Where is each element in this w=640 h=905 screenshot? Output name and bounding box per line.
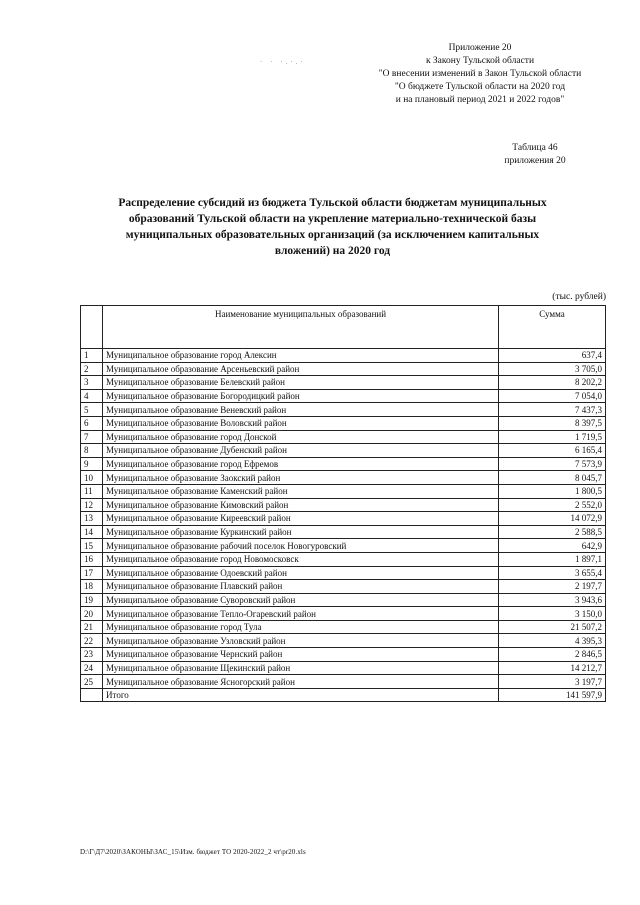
row-sum: 7 054,0 bbox=[499, 389, 606, 403]
appendix-line: Приложение 20 bbox=[448, 43, 512, 53]
row-sum: 8 397,5 bbox=[499, 416, 606, 430]
table-row bbox=[81, 403, 606, 417]
row-number: 4 bbox=[81, 389, 103, 403]
row-sum: 14 212,7 bbox=[499, 661, 606, 675]
row-sum: 642,9 bbox=[499, 539, 606, 553]
row-number: 23 bbox=[81, 648, 103, 662]
scan-artifact: · · ·.·.· bbox=[260, 58, 306, 66]
row-name: Муниципальное образование Суворовский район bbox=[103, 593, 499, 607]
appendix-line: "О бюджете Тульской области на 2020 год bbox=[394, 82, 566, 92]
title-line: вложений) на 2020 год bbox=[274, 245, 391, 257]
row-name: Муниципальное образование Чернский район bbox=[103, 648, 499, 662]
table-row bbox=[81, 484, 606, 498]
row-number: 3 bbox=[81, 376, 103, 390]
row-name: Муниципальное образование Богородицкий район bbox=[103, 389, 499, 403]
row-sum: 2 588,5 bbox=[499, 525, 606, 539]
row-number: 8 bbox=[81, 444, 103, 458]
row-number: 7 bbox=[81, 430, 103, 444]
row-sum: 6 165,4 bbox=[499, 444, 606, 458]
table-row bbox=[81, 444, 606, 458]
row-name: Муниципальное образование Заокский район bbox=[103, 471, 499, 485]
row-name: Муниципальное образование Белевский район bbox=[103, 376, 499, 390]
header-name: Наименование муниципальных образований bbox=[103, 306, 499, 349]
table-header-row bbox=[81, 306, 606, 349]
row-name: Муниципальное образование Каменский район bbox=[103, 484, 499, 498]
appendix-line: к Закону Тульской области bbox=[425, 56, 535, 66]
table-total-row bbox=[81, 688, 606, 702]
row-name: Муниципальное образование город Донской bbox=[103, 430, 499, 444]
row-sum: 3 705,0 bbox=[499, 362, 606, 376]
table-row bbox=[81, 620, 606, 634]
row-name: Муниципальное образование Дубенский район bbox=[103, 444, 499, 458]
row-name: Муниципальное образование Куркинский район bbox=[103, 525, 499, 539]
file-path-footer: D:\Г\Д7\2020\ЗАКОНЫ\ЗАС_15\Изм. бюджет ТО 2020-2022_2 чт\pr20.xls bbox=[80, 848, 306, 856]
row-sum: 2 552,0 bbox=[499, 498, 606, 512]
row-sum: 3 150,0 bbox=[499, 607, 606, 621]
title-line: муниципальных образовательных организаций (за исключением капитальных bbox=[125, 229, 540, 241]
row-sum: 8 045,7 bbox=[499, 471, 606, 485]
row-number: 11 bbox=[81, 484, 103, 498]
row-name: Муниципальное образование Киреевский район bbox=[103, 512, 499, 526]
row-sum: 21 507,2 bbox=[499, 620, 606, 634]
row-sum: 141 597,9 bbox=[499, 688, 606, 702]
table-row bbox=[81, 457, 606, 471]
row-number: 24 bbox=[81, 661, 103, 675]
units-label: (тыс. рублей) bbox=[552, 292, 606, 302]
row-sum: 3 655,4 bbox=[499, 566, 606, 580]
row-name: Муниципальное образование Плавский район bbox=[103, 580, 499, 594]
table-row bbox=[81, 566, 606, 580]
row-name: Муниципальное образование город Алексин bbox=[103, 349, 499, 363]
table-row bbox=[81, 552, 606, 566]
row-name: Муниципальное образование Воловский район bbox=[103, 416, 499, 430]
row-name: Итого bbox=[103, 688, 499, 702]
document-title bbox=[90, 195, 575, 259]
row-number: 15 bbox=[81, 539, 103, 553]
row-sum: 1 897,1 bbox=[499, 552, 606, 566]
row-number: 19 bbox=[81, 593, 103, 607]
title-line: Распределение субсидий из бюджета Тульской области бюджетам муниципальных bbox=[118, 197, 547, 209]
table-row bbox=[81, 349, 606, 363]
table-row bbox=[81, 471, 606, 485]
table-row bbox=[81, 362, 606, 376]
table-row bbox=[81, 539, 606, 553]
row-number: 13 bbox=[81, 512, 103, 526]
row-sum: 3 197,7 bbox=[499, 675, 606, 689]
row-name: Муниципальное образование город Ефремов bbox=[103, 457, 499, 471]
table-row bbox=[81, 525, 606, 539]
title-line: образований Тульской области на укрепление материально-технической базы bbox=[128, 213, 537, 225]
header-sum: Сумма bbox=[499, 306, 606, 349]
table-row bbox=[81, 634, 606, 648]
row-name: Муниципальное образование Щекинский район bbox=[103, 661, 499, 675]
table-number-note bbox=[480, 142, 590, 168]
table-row bbox=[81, 498, 606, 512]
table-row bbox=[81, 416, 606, 430]
table-row bbox=[81, 430, 606, 444]
row-number: 1 bbox=[81, 349, 103, 363]
row-name: Муниципальное образование Тепло-Огаревский район bbox=[103, 607, 499, 621]
row-sum: 637,4 bbox=[499, 349, 606, 363]
row-number: 12 bbox=[81, 498, 103, 512]
table-body bbox=[81, 349, 606, 702]
table-row bbox=[81, 607, 606, 621]
row-name: Муниципальное образование Кимовский район bbox=[103, 498, 499, 512]
row-sum: 2 197,7 bbox=[499, 580, 606, 594]
row-sum: 7 437,3 bbox=[499, 403, 606, 417]
subsidy-table bbox=[80, 305, 606, 702]
table-row bbox=[81, 389, 606, 403]
table-row bbox=[81, 593, 606, 607]
table-row bbox=[81, 675, 606, 689]
row-number: 5 bbox=[81, 403, 103, 417]
row-sum: 1 719,5 bbox=[499, 430, 606, 444]
header-num bbox=[81, 306, 103, 349]
row-number: 17 bbox=[81, 566, 103, 580]
appendix-line: "О внесении изменений в Закон Тульской области bbox=[378, 69, 582, 79]
row-number: 14 bbox=[81, 525, 103, 539]
row-number: 20 bbox=[81, 607, 103, 621]
table-note-line: приложения 20 bbox=[504, 156, 566, 166]
row-name: Муниципальное образование город Тула bbox=[103, 620, 499, 634]
row-name: Муниципальное образование город Новомосковск bbox=[103, 552, 499, 566]
row-sum: 2 846,5 bbox=[499, 648, 606, 662]
appendix-line: и на плановый период 2021 и 2022 годов" bbox=[395, 95, 565, 105]
row-number: 22 bbox=[81, 634, 103, 648]
row-number: 16 bbox=[81, 552, 103, 566]
table-row bbox=[81, 580, 606, 594]
row-number: 18 bbox=[81, 580, 103, 594]
row-name: Муниципальное образование Узловский район bbox=[103, 634, 499, 648]
row-name: Муниципальное образование рабочий поселок Новогуровский bbox=[103, 539, 499, 553]
row-sum: 8 202,2 bbox=[499, 376, 606, 390]
appendix-reference bbox=[355, 42, 605, 107]
row-sum: 7 573,9 bbox=[499, 457, 606, 471]
table-row bbox=[81, 376, 606, 390]
row-sum: 14 072,9 bbox=[499, 512, 606, 526]
row-number: 2 bbox=[81, 362, 103, 376]
row-sum: 1 800,5 bbox=[499, 484, 606, 498]
row-name: Муниципальное образование Ясногорский район bbox=[103, 675, 499, 689]
row-sum: 4 395,3 bbox=[499, 634, 606, 648]
row-number: 21 bbox=[81, 620, 103, 634]
row-name: Муниципальное образование Одоевский район bbox=[103, 566, 499, 580]
row-sum: 3 943,6 bbox=[499, 593, 606, 607]
row-name: Муниципальное образование Арсеньевский район bbox=[103, 362, 499, 376]
row-number: 10 bbox=[81, 471, 103, 485]
row-number: 6 bbox=[81, 416, 103, 430]
row-number bbox=[81, 688, 103, 702]
table-row bbox=[81, 661, 606, 675]
table-row bbox=[81, 648, 606, 662]
table-note-line: Таблица 46 bbox=[512, 143, 558, 153]
row-name: Муниципальное образование Веневский район bbox=[103, 403, 499, 417]
row-number: 9 bbox=[81, 457, 103, 471]
table-row bbox=[81, 512, 606, 526]
row-number: 25 bbox=[81, 675, 103, 689]
